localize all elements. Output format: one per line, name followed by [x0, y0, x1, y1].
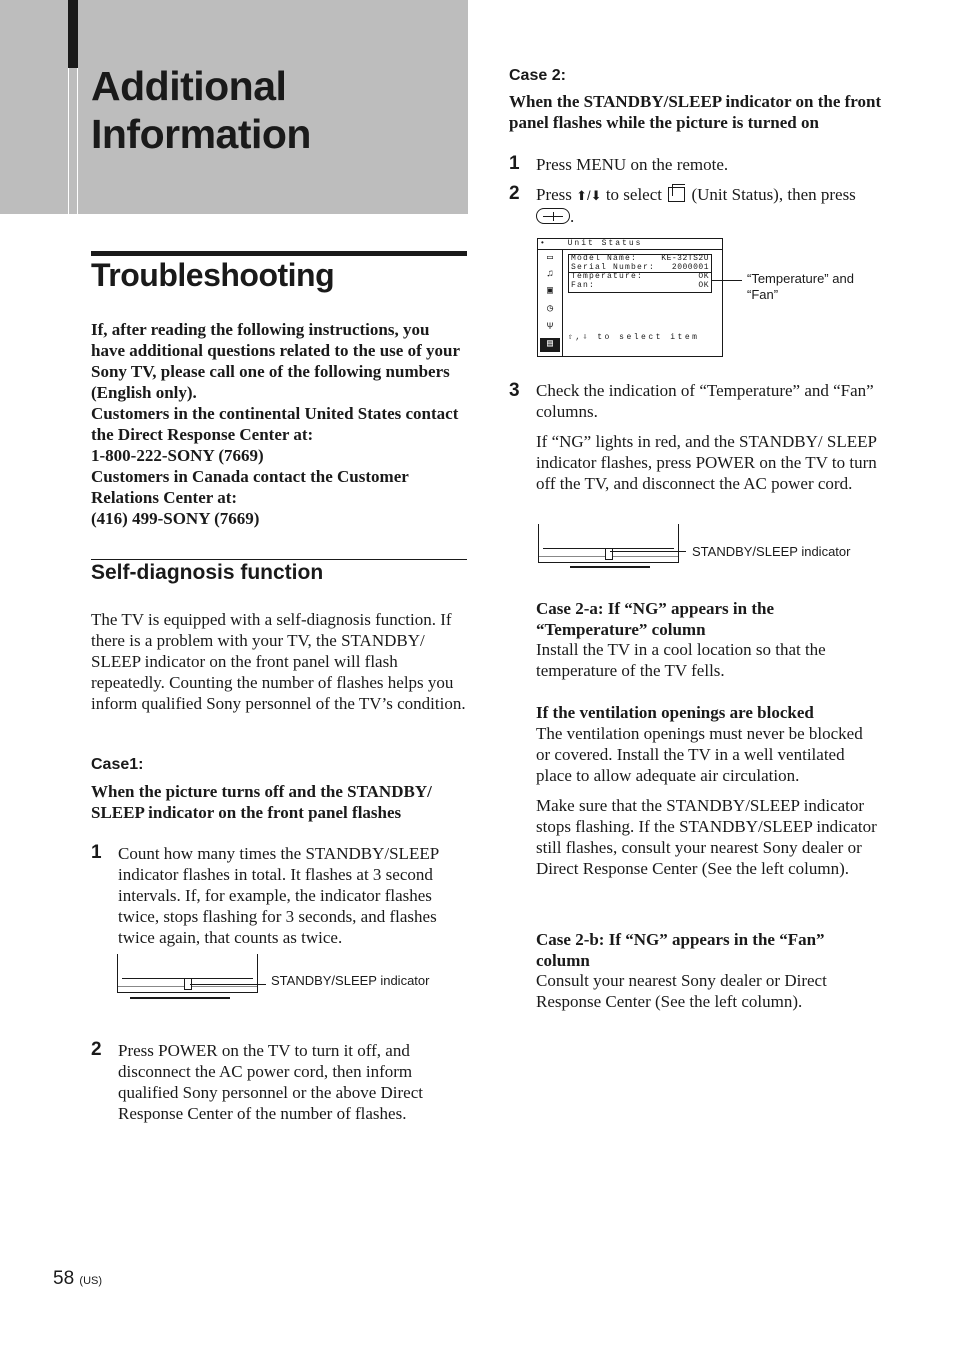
intro-paragraph: Customers in Canada contact the Customer Relations Center at: — [91, 467, 409, 507]
step-text: Check the indication of “Temperature” and “Fan” columns. — [536, 381, 874, 421]
section-header-line — [77, 68, 78, 214]
tv-screen — [543, 524, 674, 549]
phone-number-us: 1-800-222-SONY (7669) — [91, 446, 264, 465]
unit-status-icon — [668, 187, 685, 202]
step-number: 1 — [509, 153, 520, 174]
intro-paragraph: If, after reading the following instructions, you have additional questions related to the use of your Sony TV, please call one of the following numbers (English only). — [91, 320, 460, 402]
osd-row-label: Serial Number: — [571, 262, 656, 272]
osd-marker-icon: • — [540, 239, 547, 248]
section-heading: Self-diagnosis function — [91, 561, 324, 584]
unit-status-osd — [537, 238, 723, 357]
screen-icon: ▣ — [546, 286, 554, 297]
unit-status-icon: ▤ — [540, 338, 560, 352]
step-text: Press POWER on the TV to turn it off, and disconnect the AC power cord, then inform qualified Sony personnel or the above Direct Response Center of the number of flashes. — [118, 1041, 423, 1123]
case-subtitle: When the STANDBY/SLEEP indicator on the front panel flashes while the picture is turned on — [509, 92, 882, 132]
section-title-line: Additional — [91, 63, 287, 109]
step-number: 3 — [509, 380, 520, 401]
step-number: 2 — [91, 1039, 102, 1060]
title-rule — [91, 251, 467, 256]
up-down-arrow-icon: ⬆/⬇ — [576, 188, 602, 203]
step-text: Count how many times the STANDBY/SLEEP indicator flashes in total. It flashes at 3 second intervals. If, for example, the indicator flashes twice, stops flashing for 3 seconds, and flashes twice again, that counts as twice. — [118, 844, 439, 947]
osd-title: Unit Status — [567, 239, 643, 248]
standby-led-icon — [605, 548, 613, 560]
step-text-part: to select — [605, 185, 662, 204]
callout-line — [712, 280, 742, 281]
page-region: (US) — [79, 1275, 103, 1287]
page-number — [53, 1268, 102, 1290]
figure-label: STANDBY/SLEEP indicator — [271, 973, 430, 988]
section-title-line: Information — [91, 111, 311, 157]
step-text — [536, 184, 886, 227]
intro-paragraph: Customers in the continental United States contact the Direct Response Center at: — [91, 404, 459, 444]
osd-title-bar — [538, 239, 722, 250]
step-text: If “NG” lights in red, and the STANDBY/ SLEEP indicator flashes, press POWER on the TV to turn off the TV, and disconnect the AC power cord. — [536, 432, 877, 493]
intro-contact-info — [91, 319, 467, 529]
section-title — [91, 62, 311, 158]
osd-row-label: Model Name: — [571, 254, 638, 263]
section-header-line — [68, 68, 69, 214]
case-2a-title: Case 2-a: If “NG” appears in the “Temperature” column — [536, 599, 774, 639]
callout-line — [190, 984, 266, 985]
section-header-accent-bar — [68, 0, 78, 68]
self-diagnosis-body: The TV is equipped with a self-diagnosis function. If there is a problem with your TV, the STANDBY/ SLEEP indicator on the front panel will flash repeatedly. Counting the number of flashes helps you inform qualified Sony personnel of the TV’s condition. — [91, 610, 466, 713]
osd-status-table — [568, 254, 712, 293]
step-text-part: . — [570, 207, 575, 226]
tv-front-panel-illustration — [538, 524, 679, 563]
osd-hint: ⇧,⇩ to select item — [568, 333, 700, 342]
audio-icon: ♫ — [546, 269, 553, 280]
osd-row — [569, 264, 711, 273]
callout-line — [610, 551, 686, 552]
channel-icon: Ψ — [546, 322, 553, 333]
case-2b-text: Consult your nearest Sony dealer or Direct Response Center (See the left column). — [536, 971, 827, 1011]
case-2a-text: Install the TV in a cool location so that the temperature of the TV fells. — [536, 640, 826, 680]
enter-button-icon — [536, 208, 570, 224]
osd-row-label: Temperature: — [571, 272, 644, 281]
page-number-value: 58 — [53, 1268, 75, 1289]
page-title: Troubleshooting — [91, 257, 335, 293]
ventilation-text: Make sure that the STANDBY/SLEEP indicator stops flashing. If the STANDBY/SLEEP indicator still flashes, consult your nearest Sony dealer or Direct Response Center (See the left column). — [536, 796, 877, 878]
timer-icon: ◷ — [546, 304, 554, 315]
tv-stand — [570, 566, 650, 568]
step-number: 1 — [91, 842, 102, 863]
ventilation-text: The ventilation openings must never be blocked or covered. Install the TV in a well ventilated place to allow adequate air circulation. — [536, 724, 863, 785]
osd-row-value: OK — [698, 272, 709, 281]
video-icon: ▭ — [546, 253, 554, 264]
osd-row-value: 2000001 — [671, 262, 709, 272]
tv-front-panel-illustration — [117, 954, 258, 993]
osd-menu-icons — [538, 250, 563, 356]
step-number: 2 — [509, 183, 520, 204]
section-rule — [91, 559, 467, 560]
case-label: Case1: — [91, 756, 144, 773]
tv-screen — [122, 954, 253, 979]
phone-number-canada: (416) 499-SONY (7669) — [91, 509, 260, 528]
osd-row-value: OK — [698, 280, 709, 290]
step-text: Press MENU on the remote. — [536, 155, 729, 174]
case-2b-title: Case 2-b: If “NG” appears in the “Fan” column — [536, 930, 825, 970]
osd-row — [569, 282, 711, 291]
figure-label: STANDBY/SLEEP indicator — [692, 544, 851, 559]
tv-stand — [130, 997, 230, 999]
step-text-part: Press — [536, 185, 572, 204]
osd-row-value: KE-32TS2U — [661, 254, 709, 263]
osd-callout-label: “Temperature” and “Fan” — [747, 271, 854, 302]
osd-row-label: Fan: — [571, 280, 596, 290]
case-label: Case 2: — [509, 67, 566, 84]
ventilation-title: If the ventilation openings are blocked — [536, 703, 814, 722]
step-text-part: (Unit Status), then press — [691, 185, 856, 204]
case-subtitle: When the picture turns off and the STANDBY/ SLEEP indicator on the front panel flashes — [91, 782, 432, 822]
